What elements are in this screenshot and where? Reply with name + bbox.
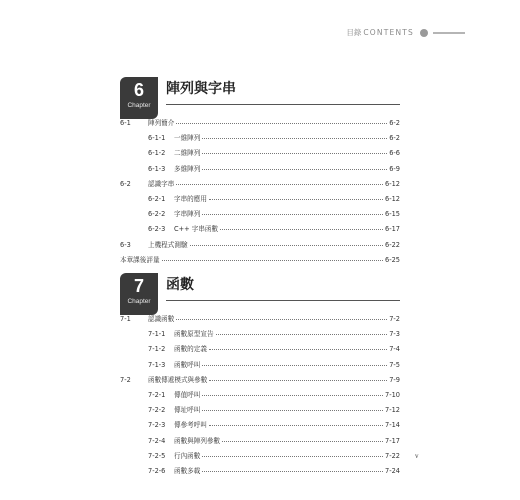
section-number: 6-1-2 (148, 149, 166, 158)
section-number: 7-1-1 (148, 330, 166, 339)
page-ref: 6-6 (389, 149, 400, 158)
section-title: 認識字串 (148, 179, 175, 188)
dot-leader (202, 395, 383, 396)
page-number: v (415, 452, 419, 460)
dot-leader (202, 456, 383, 457)
toc-entries (120, 117, 400, 269)
section-title: 函數多載 (174, 466, 201, 475)
section-number: 7-2-2 (148, 406, 166, 415)
dot-leader (162, 260, 383, 261)
page-ref: 6-12 (385, 194, 400, 203)
page-ref: 7-22 (385, 451, 400, 460)
page-ref: 6-17 (385, 225, 400, 234)
toc-entries (120, 313, 400, 480)
section-title: 認識函數 (148, 315, 175, 323)
header-dot-icon (420, 29, 428, 37)
section-number: 6-3 (120, 240, 131, 249)
dot-leader (202, 410, 383, 411)
dot-leader (176, 123, 387, 124)
dot-leader (216, 334, 388, 335)
toc-entry (120, 239, 400, 254)
section-number: 7-2-1 (148, 390, 166, 399)
page-ref: 6-25 (385, 255, 400, 264)
section-title: 上機程式測驗 (148, 240, 188, 249)
section-title: 函數原型宣告 (174, 330, 214, 339)
section-title: 函數與陣列參數 (174, 436, 221, 445)
section-number: 7-2 (120, 375, 131, 384)
section-title: 二維陣列 (174, 149, 201, 158)
dot-leader (202, 169, 387, 170)
section-title: 字串陣列 (174, 210, 201, 219)
section-number: 6-2-3 (148, 225, 166, 234)
toc-entry (120, 132, 400, 147)
section-number: 7-2-6 (148, 466, 166, 475)
toc-entry (120, 435, 400, 450)
dot-leader (209, 349, 387, 350)
dot-leader (209, 199, 383, 200)
page-ref: 7-9 (389, 375, 400, 384)
toc-entry (120, 465, 400, 480)
dot-leader (202, 365, 387, 366)
section-title: 傳參考呼叫 (174, 421, 207, 430)
section-number: 7-1 (120, 315, 131, 323)
page-ref: 7-12 (385, 406, 400, 415)
chapter-7 (120, 273, 400, 480)
toc-entry (120, 193, 400, 208)
dot-leader (209, 425, 383, 426)
page-ref: 6-12 (385, 179, 400, 188)
chapter-number: 6 (133, 80, 144, 100)
dot-leader (176, 184, 383, 185)
chapter-badge (120, 273, 158, 315)
page-ref: 6-2 (389, 119, 400, 127)
section-title: 傳值呼叫 (174, 390, 201, 399)
dot-leader (202, 471, 383, 472)
dot-leader (222, 441, 383, 442)
section-number: 6-2 (120, 179, 131, 188)
dot-leader (176, 319, 387, 320)
toc-entry (120, 374, 400, 389)
dot-leader (220, 229, 383, 230)
page-ref: 6-15 (385, 210, 400, 219)
section-number: 7-2-5 (148, 451, 166, 460)
page-ref: 7-14 (385, 421, 400, 430)
section-title: 傳址呼叫 (174, 406, 201, 415)
contents-header (346, 27, 465, 38)
page-ref: 6-2 (389, 134, 400, 143)
section-number: 7-2-4 (148, 436, 166, 445)
title-rule (166, 104, 400, 105)
chapter-word: Chapter (127, 298, 151, 305)
toc-entry (120, 359, 400, 374)
dot-leader (202, 214, 383, 215)
page-ref: 7-10 (385, 390, 400, 399)
section-number: 7-1-2 (148, 345, 166, 354)
section-number: 7-2-3 (148, 421, 166, 430)
toc-entry (120, 254, 400, 269)
toc-entry (120, 147, 400, 162)
page-ref: 6-22 (385, 240, 400, 249)
section-title: 本章課後評量 (120, 255, 160, 264)
page-ref: 7-17 (385, 436, 400, 445)
section-title: 函數呼叫 (174, 360, 201, 369)
toc-entry (120, 178, 400, 193)
chapter-title: 函數 (166, 277, 194, 293)
section-title: 函數的定義 (174, 345, 207, 354)
header-line (433, 32, 465, 34)
page-ref: 7-3 (389, 330, 400, 339)
chapter-number: 7 (133, 276, 144, 296)
section-title: C++ 字串函數 (174, 225, 219, 234)
page-ref: 7-2 (389, 315, 400, 323)
dot-leader (202, 138, 387, 139)
dot-leader (209, 380, 387, 381)
page-ref: 6-9 (389, 164, 400, 173)
section-number: 6-2-1 (148, 194, 166, 203)
section-title: 行內函數 (174, 451, 201, 460)
toc-entry (120, 419, 400, 434)
toc-entry (120, 117, 400, 132)
toc-entry (120, 223, 400, 238)
title-rule (166, 300, 400, 301)
section-title: 函數傳遞模式與參數 (148, 375, 208, 384)
toc-entry (120, 208, 400, 223)
section-title: 字串的應用 (174, 194, 207, 203)
contents-label: 目錄 CONTENTS (346, 28, 414, 37)
chapter-6 (120, 77, 400, 269)
dot-leader (202, 153, 387, 154)
section-number: 6-1-3 (148, 164, 166, 173)
chapter-badge (120, 77, 158, 119)
toc-entry (120, 313, 400, 328)
section-number: 6-2-2 (148, 210, 166, 219)
page-ref: 7-5 (389, 360, 400, 369)
toc-entry (120, 389, 400, 404)
dot-leader (190, 245, 383, 246)
section-title: 多維陣列 (174, 164, 201, 173)
section-title: 一維陣列 (174, 134, 201, 143)
toc-entry (120, 163, 400, 178)
section-title: 陣列簡介 (148, 119, 175, 127)
toc-entry (120, 343, 400, 358)
page-ref: 7-4 (389, 345, 400, 354)
section-number: 6-1-1 (148, 134, 166, 143)
section-number: 7-1-3 (148, 360, 166, 369)
toc-entry (120, 328, 400, 343)
section-number: 6-1 (120, 119, 131, 127)
chapter-word: Chapter (127, 102, 151, 109)
toc-entry (120, 450, 400, 465)
page-ref: 7-24 (385, 466, 400, 475)
chapter-title: 陣列與字串 (166, 81, 236, 97)
toc-entry (120, 404, 400, 419)
